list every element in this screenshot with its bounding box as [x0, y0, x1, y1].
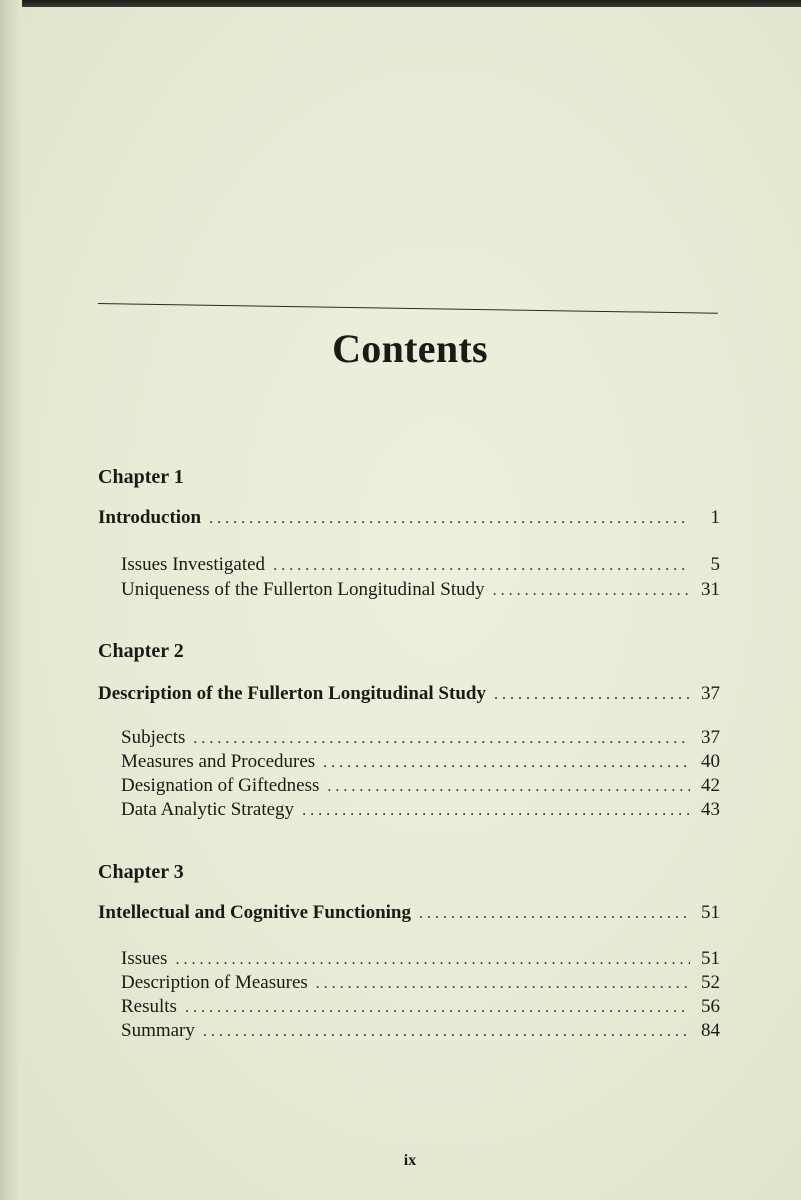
chapter-label: Chapter 3 — [98, 861, 184, 883]
toc-page-number: 51 — [701, 948, 720, 969]
toc-page-number: 43 — [701, 799, 720, 820]
toc-section-text: Measures and Procedures — [121, 751, 316, 772]
page-gutter-edge — [0, 0, 22, 1200]
toc-page-number: 31 — [701, 579, 720, 600]
toc-page-number: 37 — [701, 683, 720, 704]
toc-section-entry — [121, 948, 720, 970]
toc-section-text: Description of Measures — [121, 972, 308, 993]
toc-section-entry — [121, 579, 720, 601]
dot-leader — [419, 905, 690, 923]
toc-section-text: Data Analytic Strategy — [121, 799, 295, 820]
toc-section-entry — [121, 1020, 720, 1042]
toc-section-text: Summary — [121, 1020, 195, 1041]
toc-page-number: 52 — [701, 972, 720, 993]
toc-section-entry — [121, 996, 720, 1018]
toc-section-text: Subjects — [121, 727, 186, 748]
dot-leader — [327, 778, 690, 796]
toc-page-number: 37 — [701, 727, 720, 748]
toc-section-entry — [121, 799, 720, 821]
chapter-label: Chapter 2 — [98, 640, 184, 662]
toc-page-number: 1 — [710, 507, 720, 528]
toc-chapter-heading — [98, 507, 720, 529]
dot-leader — [323, 754, 690, 772]
toc-page-number: 40 — [701, 751, 720, 772]
toc-section-text: Uniqueness of the Fullerton Longitudinal Study — [121, 579, 485, 600]
toc-page-number: 51 — [701, 902, 720, 923]
toc-section-text: Results — [121, 996, 177, 1017]
dot-leader — [316, 975, 690, 993]
toc-section-entry — [121, 727, 720, 749]
toc-chapter-heading — [98, 902, 720, 924]
toc-section-entry — [121, 554, 720, 576]
toc-page-number: 84 — [701, 1020, 720, 1041]
toc-page-number: 56 — [701, 996, 720, 1017]
toc-section-text: Issues Investigated — [121, 554, 266, 575]
toc-section-entry — [121, 972, 720, 994]
dot-leader — [193, 730, 690, 748]
dot-leader — [494, 686, 690, 704]
dot-leader — [493, 582, 690, 600]
toc-heading-text: Description of the Fullerton Longitudinal Study — [98, 683, 486, 704]
toc-heading-text: Introduction — [98, 507, 202, 528]
dot-leader — [185, 999, 690, 1017]
toc-section-entry — [121, 775, 720, 797]
toc-chapter-heading — [98, 683, 720, 705]
toc-section-text: Issues — [121, 948, 168, 969]
toc-page-number: 5 — [710, 554, 720, 575]
dot-leader — [302, 802, 690, 820]
page-title: Contents — [332, 326, 488, 371]
chapter-label: Chapter 1 — [98, 466, 184, 488]
dot-leader — [203, 1023, 690, 1041]
toc-page-number: 42 — [701, 775, 720, 796]
page-top-edge — [0, 0, 801, 7]
dot-leader — [175, 951, 690, 969]
toc-heading-text: Intellectual and Cognitive Functioning — [98, 902, 411, 923]
dot-leader — [209, 510, 690, 528]
dot-leader — [273, 557, 690, 575]
title-rule — [98, 303, 718, 314]
toc-section-text: Designation of Giftedness — [121, 775, 320, 796]
page-number-folio: ix — [403, 1152, 417, 1169]
toc-section-entry — [121, 751, 720, 773]
